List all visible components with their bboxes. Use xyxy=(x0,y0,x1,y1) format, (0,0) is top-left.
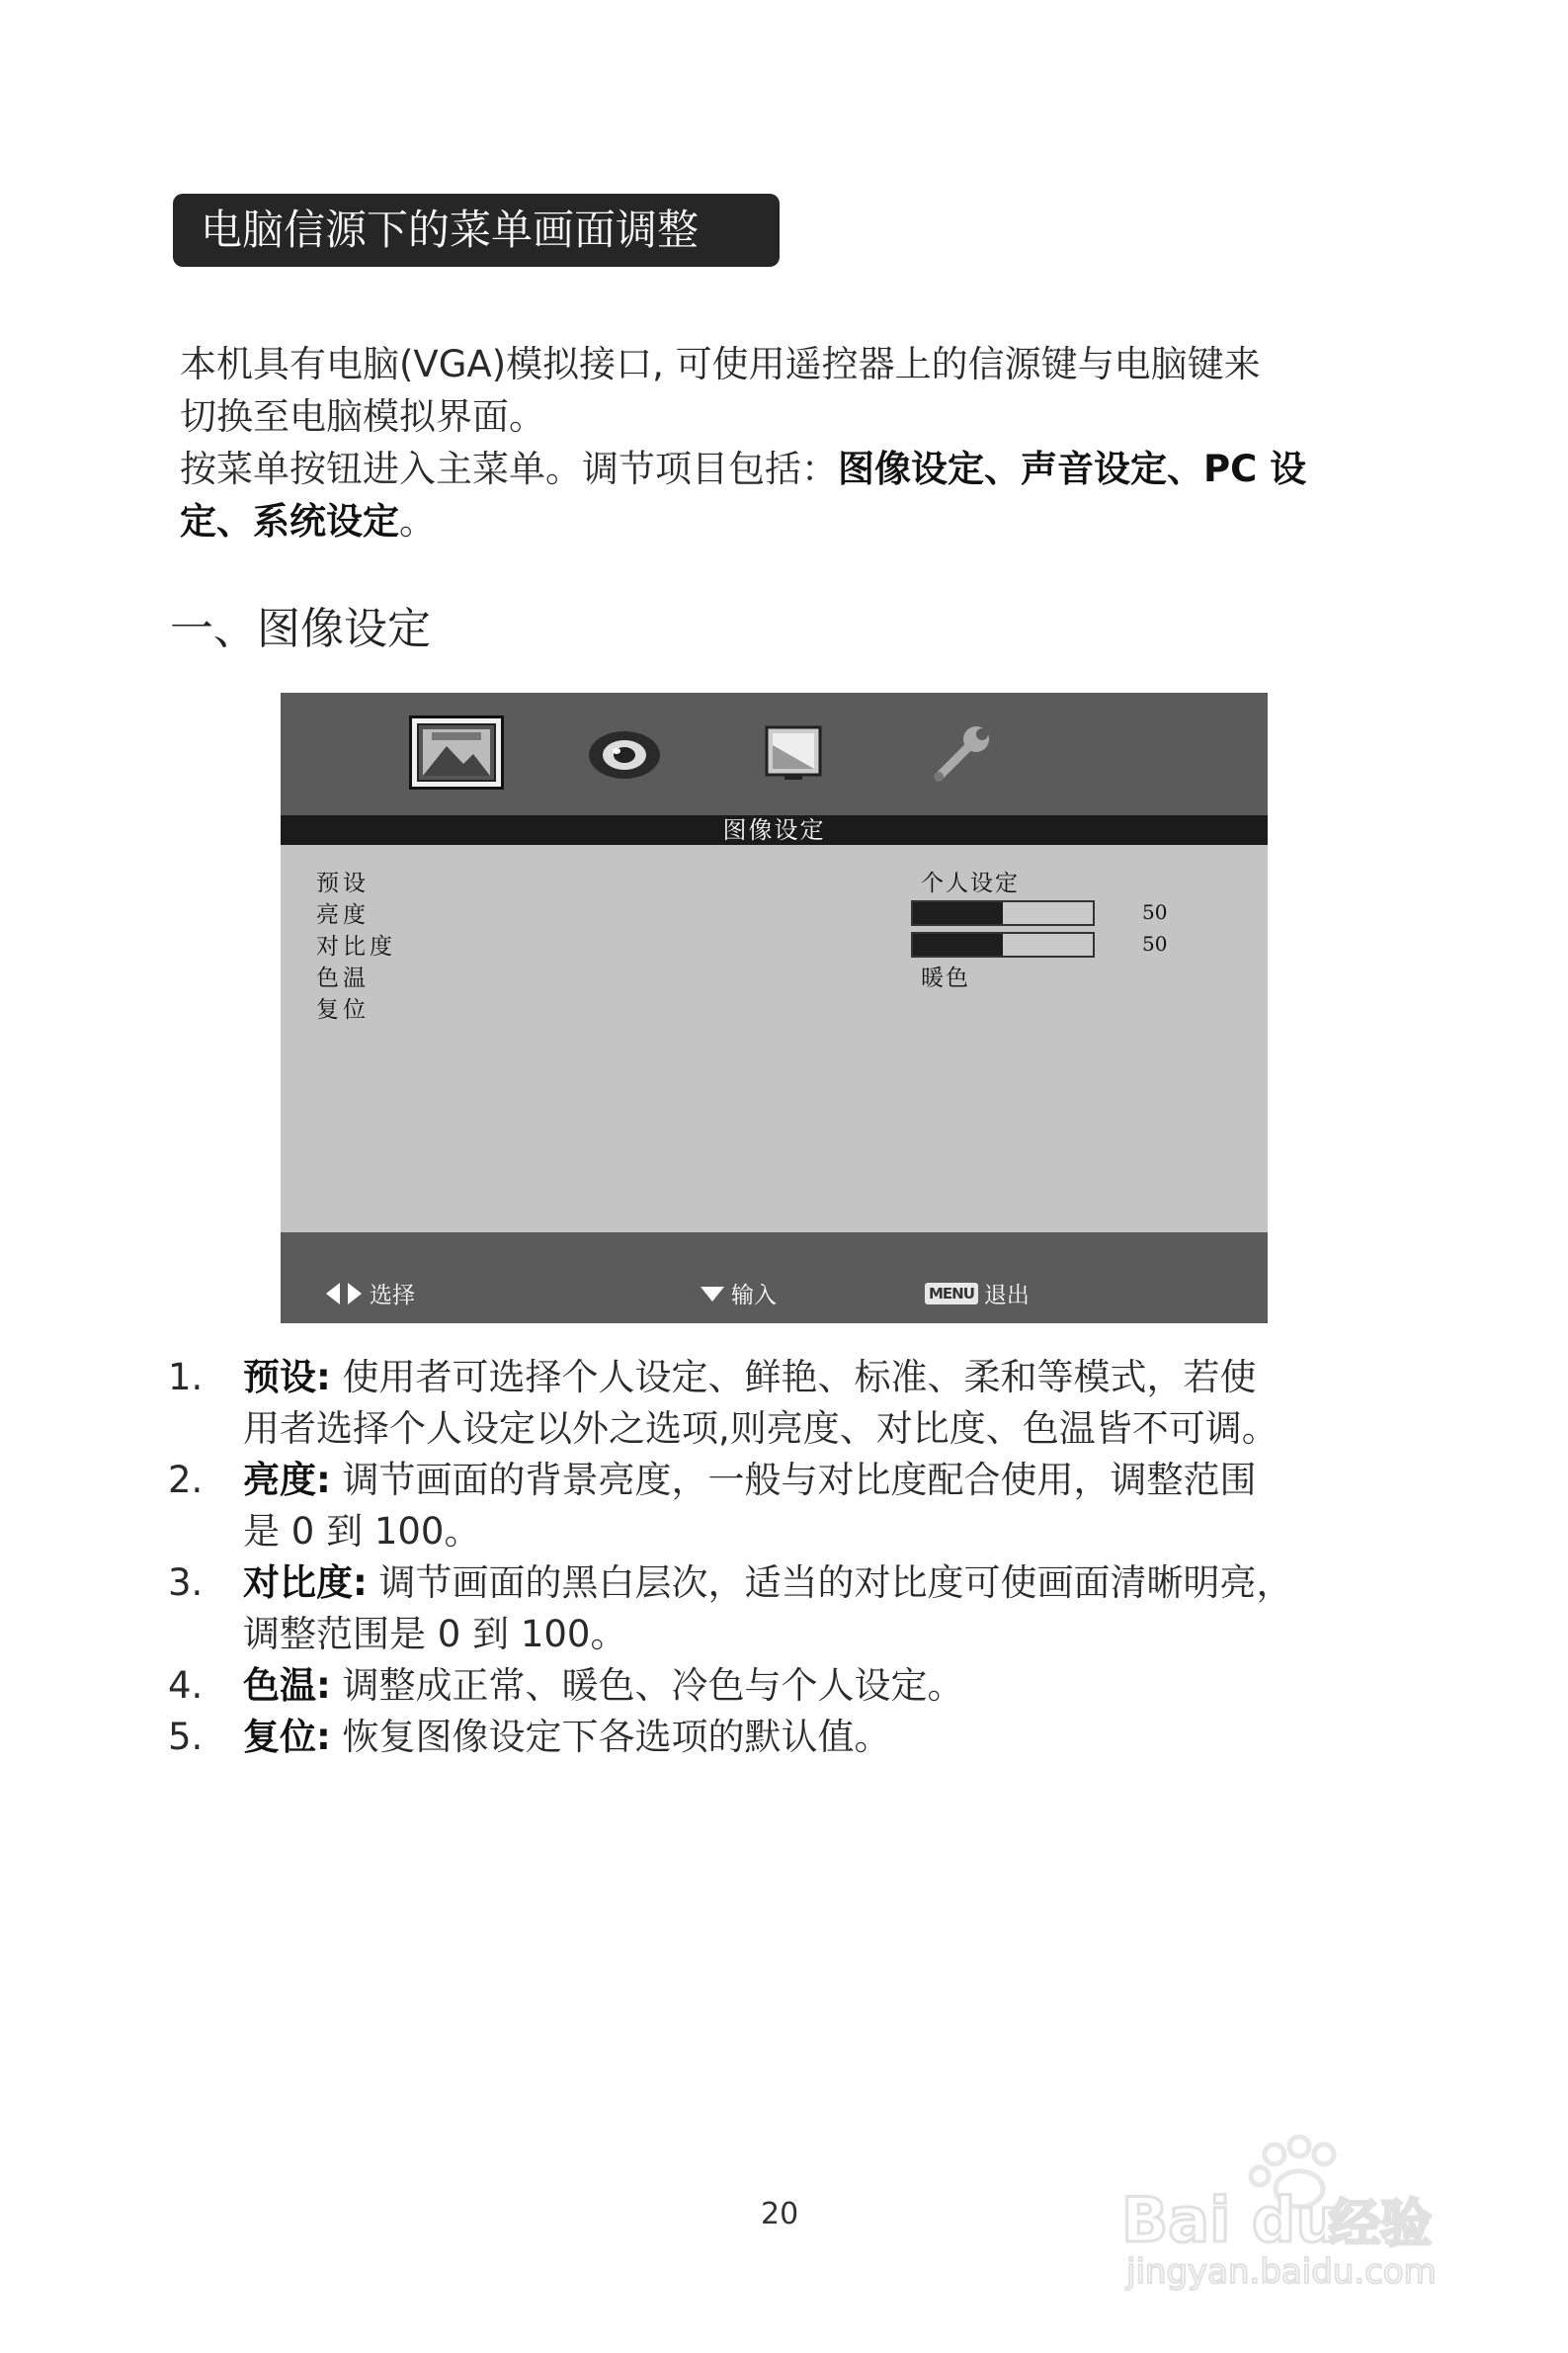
list-item-number: 4. xyxy=(168,1664,204,1707)
osd-color-temp-value: 暖色 xyxy=(921,966,970,991)
wrench-icon[interactable] xyxy=(913,715,1008,790)
brightness-slider-fill xyxy=(913,902,1003,924)
section-title: 电脑信源下的菜单画面调整 xyxy=(173,194,780,267)
intro-line-2: 切换至电脑模拟界面。 xyxy=(180,395,545,438)
osd-footer xyxy=(281,1232,1268,1323)
list-item-number: 1. xyxy=(168,1356,204,1398)
list-item-term: 复位: xyxy=(243,1716,331,1758)
svg-text:经验: 经验 xyxy=(1329,2195,1433,2254)
list-item-term: 对比度: xyxy=(243,1561,368,1604)
list-item xyxy=(168,1352,1413,1455)
intro-paragraph xyxy=(180,338,1415,547)
svg-text:jingyan.baidu.com: jingyan.baidu.com xyxy=(1126,2252,1437,2292)
sound-icon[interactable] xyxy=(577,715,672,790)
down-arrow-icon xyxy=(700,1285,725,1303)
hint-enter-label: 输入 xyxy=(731,1283,777,1308)
osd-title: 图像设定 xyxy=(281,815,1268,845)
page-number: 20 xyxy=(761,2197,799,2231)
list-item-number: 3. xyxy=(168,1561,204,1604)
osd-item-contrast[interactable]: 对比度 xyxy=(316,934,396,960)
hint-select xyxy=(324,1277,415,1309)
intro-line-4 xyxy=(180,495,1415,547)
list-item-desc: 调节画面的黑白层次，适当的对比度可使画面清晰明亮， xyxy=(367,1561,1293,1604)
list-item-desc-cont: 用者选择个人设定以外之选项,则亮度、对比度、色温皆不可调。 xyxy=(243,1407,1279,1450)
baidu-watermark-logo xyxy=(1121,2135,1477,2293)
intro-line-3-bold: 图像设定、声音设定、PC 设 xyxy=(838,448,1307,490)
list-item xyxy=(168,1712,1413,1763)
osd-item-reset[interactable]: 复位 xyxy=(316,997,370,1023)
hint-exit xyxy=(925,1277,1030,1309)
settings-description-list xyxy=(168,1352,1413,1763)
contrast-slider-fill xyxy=(913,934,1003,956)
contrast-value: 50 xyxy=(1142,932,1168,956)
intro-line-3-prefix: 按菜单按钮进入主菜单。调节项目包括： xyxy=(180,448,838,490)
picture-icon[interactable] xyxy=(409,715,504,790)
list-item xyxy=(168,1455,1413,1557)
intro-line-3 xyxy=(180,443,1415,495)
intro-line-4-suffix: 。 xyxy=(399,500,436,543)
hint-enter xyxy=(700,1277,777,1309)
osd-item-preset[interactable]: 预设 xyxy=(316,871,370,896)
osd-tab-bar xyxy=(281,693,1268,813)
osd-body xyxy=(281,845,1268,1232)
list-item-number: 5. xyxy=(168,1716,204,1758)
list-item-desc-cont: 调整范围是 0 到 100。 xyxy=(243,1613,627,1655)
osd-item-color-temp[interactable]: 色温 xyxy=(316,966,370,991)
left-right-arrows-icon xyxy=(324,1281,364,1306)
list-item xyxy=(168,1660,1413,1712)
contrast-slider[interactable] xyxy=(911,932,1095,958)
list-item-term: 色温: xyxy=(243,1664,331,1707)
intro-line-4-bold: 定、系统设定 xyxy=(180,500,399,543)
brightness-slider[interactable] xyxy=(911,900,1095,926)
hint-select-label: 选择 xyxy=(370,1283,415,1308)
list-item-term: 亮度: xyxy=(243,1459,331,1501)
brightness-value: 50 xyxy=(1142,900,1168,924)
hint-exit-label: 退出 xyxy=(983,1283,1030,1308)
list-item xyxy=(168,1557,1413,1660)
list-item-desc: 调节画面的背景亮度，一般与对比度配合使用，调整范围 xyxy=(330,1459,1257,1501)
osd-preset-value: 个人设定 xyxy=(921,871,1020,896)
subheading-picture-settings: 一、图像设定 xyxy=(170,604,431,654)
menu-key-chip: MENU xyxy=(925,1283,978,1304)
osd-menu xyxy=(281,693,1268,1323)
osd-item-brightness[interactable]: 亮度 xyxy=(316,902,370,928)
list-item-term: 预设: xyxy=(243,1356,331,1398)
intro-line-1: 本机具有电脑(VGA)模拟接口, 可使用遥控器上的信源键与电脑键来 xyxy=(180,343,1261,385)
list-item-number: 2. xyxy=(168,1459,204,1501)
list-item-desc: 恢复图像设定下各选项的默认值。 xyxy=(330,1716,891,1758)
pc-monitor-icon[interactable] xyxy=(745,715,840,790)
svg-text:Bai du: Bai du xyxy=(1121,2184,1340,2256)
list-item-desc: 使用者可选择个人设定、鲜艳、标准、柔和等模式，若使 xyxy=(330,1356,1257,1398)
list-item-desc-cont: 是 0 到 100。 xyxy=(243,1510,481,1553)
list-item-desc: 调整成正常、暖色、冷色与个人设定。 xyxy=(330,1664,964,1707)
